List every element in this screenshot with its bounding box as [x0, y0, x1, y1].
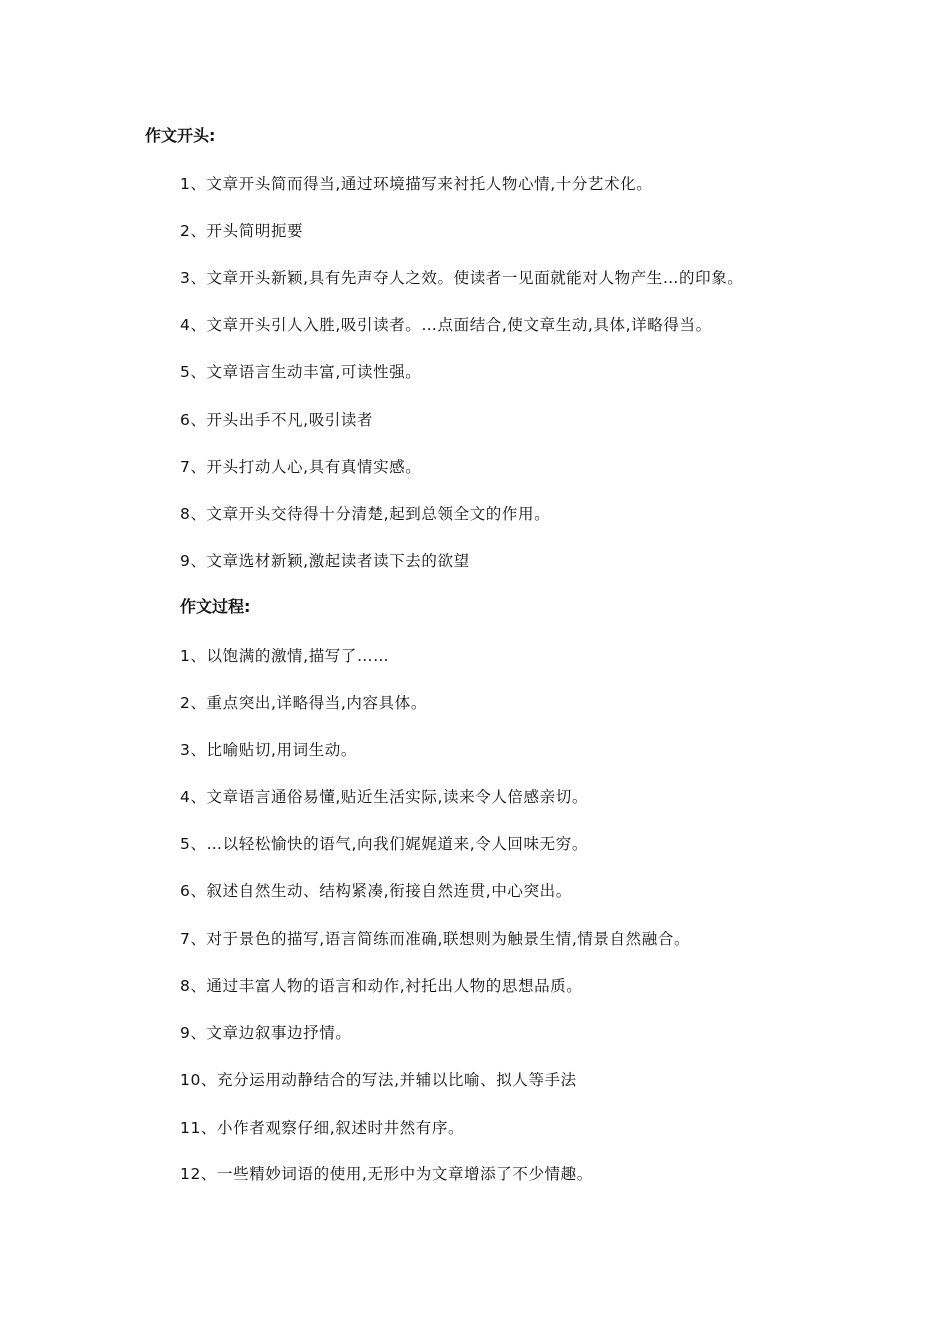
- process-item-11: 11、小作者观察仔细,叙述时井然有序。: [180, 1119, 465, 1137]
- opening-item-2: 2、开头简明扼要: [180, 222, 304, 240]
- process-item-4: 4、文章语言通俗易懂,贴近生活实际,读来令人倍感亲切。: [180, 788, 588, 806]
- process-item-8: 8、通过丰富人物的语言和动作,衬托出人物的思想品质。: [180, 977, 583, 995]
- opening-item-3: 3、文章开头新颖,具有先声夺人之效。使读者一见面就能对人物产生…的印象。: [180, 269, 744, 287]
- process-item-3: 3、比喻贴切,用词生动。: [180, 741, 357, 759]
- opening-item-1: 1、文章开头简而得当,通过环境描写来衬托人物心情,十分艺术化。: [180, 175, 653, 193]
- process-item-6: 6、叙述自然生动、结构紧凑,衔接自然连贯,中心突出。: [180, 882, 572, 900]
- process-item-12: 12、一些精妙词语的使用,无形中为文章增添了不少情趣。: [180, 1165, 593, 1183]
- process-item-9: 9、文章边叙事边抒情。: [180, 1024, 352, 1042]
- process-item-2: 2、重点突出,详略得当,内容具体。: [180, 694, 427, 712]
- process-item-1: 1、以饱满的激情,描写了……: [180, 647, 390, 665]
- opening-item-8: 8、文章开头交待得十分清楚,起到总领全文的作用。: [180, 505, 551, 523]
- opening-item-7: 7、开头打动人心,具有真情实感。: [180, 458, 422, 476]
- opening-item-9: 9、文章选材新颖,激起读者读下去的欲望: [180, 552, 470, 570]
- opening-item-4: 4、文章开头引人入胜,吸引读者。…点面结合,使文章生动,具体,详略得当。: [180, 316, 712, 334]
- process-item-5: 5、…以轻松愉快的语气,向我们娓娓道来,令人回味无穷。: [180, 835, 588, 853]
- process-item-10: 10、充分运用动静结合的写法,并辅以比喻、拟人等手法: [180, 1071, 577, 1089]
- section-heading-opening: 作文开头:: [145, 126, 216, 145]
- opening-item-6: 6、开头出手不凡,吸引读者: [180, 411, 374, 429]
- process-item-7: 7、对于景色的描写,语言简练而准确,联想则为触景生情,情景自然融合。: [180, 930, 691, 948]
- section-heading-process: 作文过程:: [180, 597, 251, 616]
- opening-item-5: 5、文章语言生动丰富,可读性强。: [180, 363, 422, 381]
